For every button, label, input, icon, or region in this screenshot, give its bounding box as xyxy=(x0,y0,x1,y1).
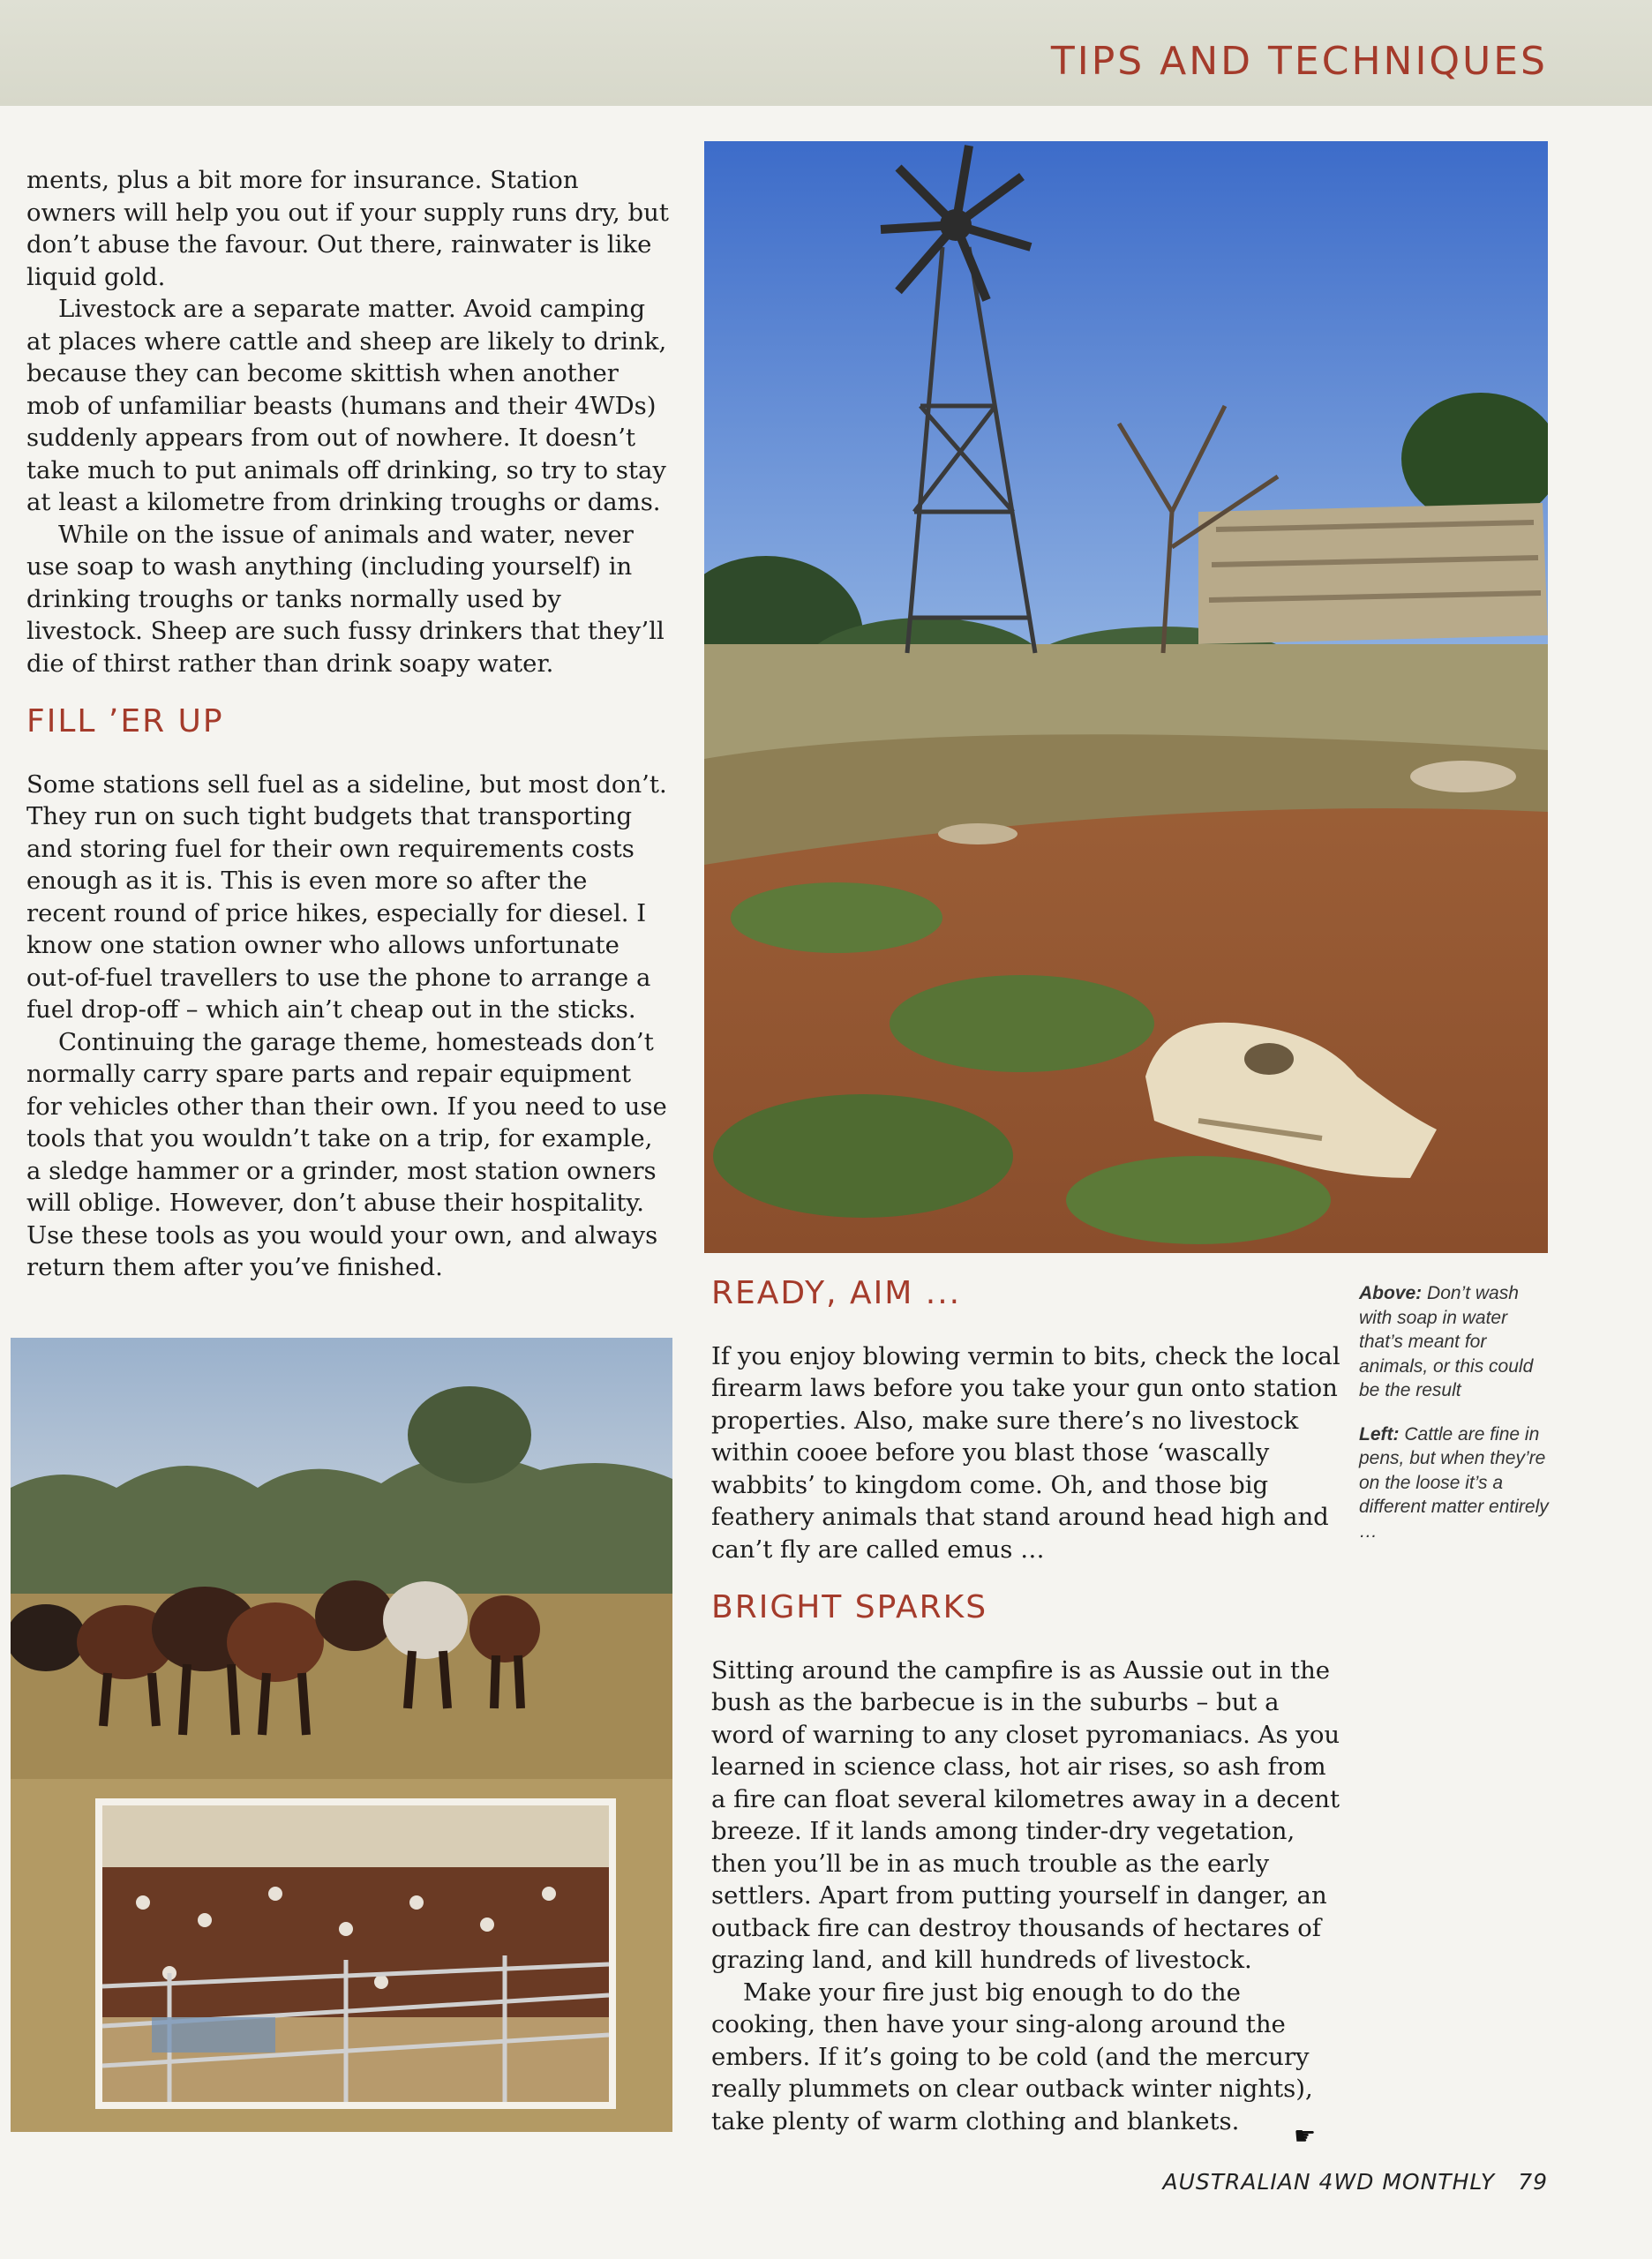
paragraph: ments, plus a bit more for insurance. Station owners will help you out if your supply runs dry, but don’t abuse the favour. Out there, rainwater is like liquid gold. xyxy=(26,166,669,291)
pointing-hand-icon: ☛ xyxy=(1294,2121,1317,2150)
cattle-photo xyxy=(11,1338,672,2132)
magazine-name: AUSTRALIAN 4WD MONTHLY xyxy=(1162,2169,1496,2195)
caption-label: Above: xyxy=(1359,1283,1423,1303)
heading-fill-er-up: FILL ’ER UP xyxy=(26,703,224,739)
caption-label: Left: xyxy=(1359,1423,1400,1445)
section-title: TIPS AND TECHNIQUES xyxy=(1050,39,1548,84)
windmill-skull-illustration xyxy=(704,141,1548,1253)
paragraph: Continuing the garage theme, homesteads don’t normally carry spare parts and repair equipment for vehicles other than their own. If you need to use tools that you wouldn’t take on a trip, for example, a sledge hammer or a grinder, most station owners will oblige. However, don’t abuse their hospitality. Use these tools as you would your own, and always return them after you’ve finished. xyxy=(26,1027,667,1281)
caption-left xyxy=(1359,1422,1553,1544)
paragraph: Sitting around the campfire is as Aussie out in the bush as the barbecue is in the suburbs – but a word of warning to any closet pyromaniacs. As you learned in science class, hot air rises, so ash from a fire can float several kilometres away in a decent breeze. If it lands among tinder-dry vegetation, then you’ll be in as much trouble as the early settlers. Apart from putting yourself in danger, an outback fire can destroy thousands of hectares of grazing land, and kill hundreds of livestock. xyxy=(711,1655,1340,1974)
column-2 xyxy=(711,1275,1347,2137)
photo-captions xyxy=(1359,1281,1553,1563)
heading-bright-sparks: BRIGHT SPARKS xyxy=(711,1589,988,1625)
page-footer xyxy=(1162,2169,1548,2195)
paragraph: Some stations sell fuel as a sideline, but most don’t. They run on such tight budgets that transporting and storing fuel for their own requirements costs enough as it is. This is even more so after the recent round of price hikes, especially for diesel. I know one station owner who allows unfortunate out-of-fuel travellers to use the phone to arrange a fuel drop-off – which ain’t cheap out in the sticks. xyxy=(26,769,667,1024)
caption-text: Don’t wash with soap in water that’s meant for animals, or this could be the result xyxy=(1359,1283,1534,1400)
windmill-skull-photo xyxy=(704,141,1548,1253)
header-band xyxy=(0,0,1652,106)
paragraph: While on the issue of animals and water, never use soap to wash anything (including yourself) in drinking troughs or tanks normally used by livestock. Sheep are such fussy drinkers that they’ll die of thirst rather than drink soapy water. xyxy=(26,520,665,678)
cattle-pens-inset xyxy=(95,1798,616,2109)
cattle-illustration xyxy=(11,1338,672,2132)
caption-above xyxy=(1359,1281,1553,1403)
paragraph: Livestock are a separate matter. Avoid camping at places where cattle and sheep are likely to drink, because they can become skittish when another mob of unfamiliar beasts (humans and their 4WDs) suddenly appears from out of nowhere. It doesn’t take much to put animals off drinking, so try to stay at least a kilometre from drinking troughs or dams. xyxy=(26,295,667,516)
caption-text: Cattle are fine in pens, but when they’re on the loose it’s a different matter entirely … xyxy=(1359,1423,1549,1542)
paragraph: If you enjoy blowing vermin to bits, check the local firearm laws before you take your gun onto station properties. Also, make sure there’s no livestock within cooee before you blast those ‘wascally wabbits’ to kingdom come. Oh, and those big feathery animals that stand around head high and can’t fly are called emus … xyxy=(711,1341,1340,1564)
heading-ready-aim: READY, AIM ... xyxy=(711,1275,962,1311)
page-number: 79 xyxy=(1518,2169,1548,2195)
paragraph: Make your fire just big enough to do the cooking, then have your sing-along around the embers. If it’s going to be cold (and the mercury really plummets on clear outback winter nights), take plenty of warm clothing and blankets. xyxy=(711,1978,1313,2135)
column-1-top xyxy=(26,164,671,1284)
